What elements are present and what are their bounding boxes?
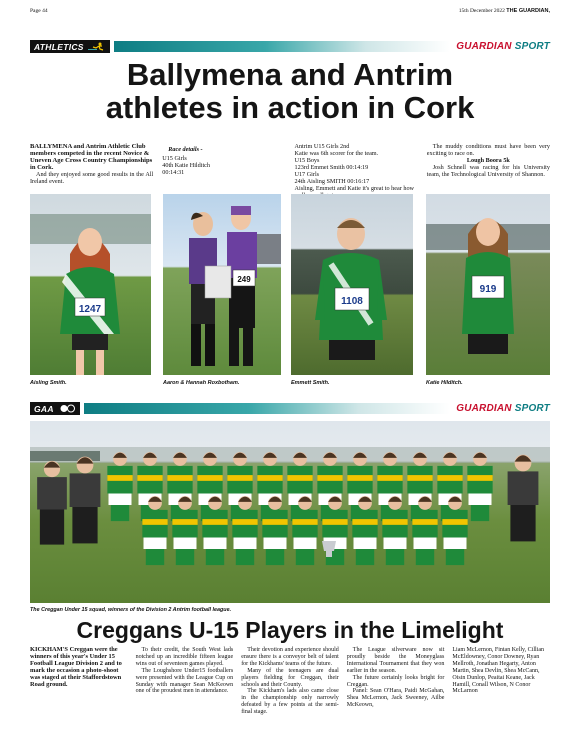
section-divider: [114, 41, 450, 52]
team-photo-caption: The Creggan Under 15 squad, winners of the Division 2 Antrim football league.: [30, 607, 232, 613]
creggan-team-photo: [30, 421, 550, 603]
photo-aisling-smith: [30, 194, 151, 375]
photo-emmett-smith: [291, 194, 413, 375]
article-lead: KICKHAM'S Creggan were the winners of this year's Under 15 Football League Division 2 and to mark the occasion a photo-shoot was staged at their Staffordstown Road ground.: [30, 646, 122, 688]
runner-icon: [88, 42, 106, 51]
article-paragraph: The future certainly looks bright for Creggan.: [346, 674, 445, 688]
article-paragraph: Josh Schnell was racing for his University team, the Technological University of Shannon.: [426, 164, 550, 178]
article-paragraph: The League silverware now sit proudly beside the Moneyglass International Tournament that they won earlier in the season.: [346, 647, 445, 674]
article-paragraph: Their devotion and experience should ensure there is a conveyor belt of talent for the Kickhams' teams of the future.: [241, 647, 339, 667]
article-paragraph: Many of the teenagers are dual players fielding for Creggan, their schools and their County.: [241, 667, 339, 688]
athletics-headline: [20, 58, 560, 124]
article-paragraph: The muddy conditions must have been very exciting to race on.: [426, 143, 550, 157]
article-column-2: [162, 143, 285, 199]
article-paragraph: The Kickham's lads also came close in the championship only narrowly defeated by a few points at the semi-final stage.: [241, 688, 339, 716]
folio-dateline: [459, 8, 550, 14]
gaa-tag-label: GAA: [34, 403, 54, 414]
gaa-balls-icon: [58, 404, 76, 413]
athletics-tag-label: ATHLETICS: [34, 41, 84, 52]
headline-line-2: athletes in action in Cork: [105, 90, 475, 125]
race-bib: 919: [479, 284, 497, 295]
photo-emmett-smith-image: [291, 194, 413, 375]
race-detail-line: 24th Aisling SMITH 00:16:17: [294, 178, 370, 185]
photo-caption: Emmett Smith.: [291, 380, 330, 386]
folio: [30, 6, 550, 16]
photo-katie-hilditch: [426, 194, 550, 375]
article-column-1: [30, 143, 153, 199]
brand-guardian: GUARDIAN: [456, 403, 512, 414]
guardian-sport-logo: [456, 41, 550, 52]
article-column-1: [30, 647, 128, 731]
article-paragraph: Liam McLernon, Fintan Kelly, Cillian McEldowney, Conor Downey, Ryan Mellroth, Jonathan Hegarty, Anton Martin, Shea Devlin, Shea McCann, Oisin Dunlop, Peaitai Keane, Jack Hamill, Conall Wilson, N Conor McLarnon: [452, 647, 544, 695]
race-detail-line: 123rd Emmet Smith 00:14:19: [294, 164, 369, 171]
article-subhead: Lough Boora 5k: [466, 157, 510, 164]
brand-sport: SPORT: [514, 41, 550, 52]
gaa-tag: [30, 402, 80, 415]
creggan-team-photo-image: [30, 421, 550, 603]
coach-figure: [70, 457, 101, 544]
photo-aisling-smith-image: [30, 194, 151, 375]
race-details-heading: Race details -: [168, 146, 203, 153]
race-detail-line: U15 Girls: [162, 155, 187, 162]
gaa-headline: Creggans U-15 Players in the Limelight: [76, 617, 504, 643]
photo-caption: Aaron & Hannah Roxbotham.: [163, 380, 240, 386]
article-paragraph: Aisling, Emmett and Katie it's great to hear how: [294, 185, 415, 192]
gaa-section-bar: [30, 402, 550, 415]
article-lead: BALLYMENA and Antrim Athletic Club members competed in the recent Novice & Uneven Age Cross Country Championships in Cork.: [30, 143, 153, 171]
coach-figure: [37, 461, 67, 545]
article-column-3: [241, 647, 339, 731]
race-detail-line: U15 Boys: [294, 157, 320, 164]
article-column-5: [452, 647, 550, 731]
race-detail-line: U17 Girls: [294, 171, 320, 178]
page-number: Page 44: [30, 8, 48, 14]
section-divider: [84, 403, 450, 414]
article-column-4: [427, 143, 550, 199]
article-column-3: [295, 143, 418, 199]
photo-roxbotham-image: [163, 194, 281, 375]
race-detail-line: Antrim U15 Girls 2nd: [294, 143, 350, 150]
race-detail-line: Katie was 6th scorer for the team.: [294, 150, 379, 157]
brand-guardian: GUARDIAN: [456, 41, 512, 52]
photo-caption: Aisling Smith.: [30, 380, 67, 386]
article-paragraph: Panel: Sean O'Hara, Paidi McGahan, Shea McLernon, Jack Sweeney, Ailbe McKeown,: [346, 688, 445, 709]
headline-line-1: Ballymena and Antrim: [126, 57, 454, 92]
coach-figure: [508, 455, 539, 542]
race-detail-line: 40th Katie Hilditch: [162, 162, 211, 169]
folio-paper: THE GUARDIAN,: [506, 8, 550, 14]
athletics-tag: [30, 40, 110, 53]
article-paragraph: And they enjoyed some good results in the All Ireland event.: [30, 171, 154, 185]
athletics-article: [30, 143, 550, 192]
article-column-2: [136, 647, 234, 731]
folio-date: 15th December 2022: [458, 8, 505, 14]
article-paragraph: To their credit, the South West lads notched up an incredible fifteen league wins out of seventeen games played.: [135, 647, 234, 667]
brand-sport: SPORT: [514, 403, 550, 414]
article-paragraph: The Loughshore Under15 footballers were presented with the League Cup on Sunday with manager Sean McKeown one of the proudest men in attendance.: [135, 667, 234, 695]
photo-aaron-hannah-roxbotham: [163, 194, 281, 375]
race-detail-line: 00:14:31: [162, 169, 185, 176]
article-column-4: [347, 647, 445, 731]
photo-caption: Katie Hilditch.: [426, 380, 463, 386]
race-bib: 249: [237, 275, 251, 284]
athletics-section-bar: [30, 40, 550, 53]
gaa-article: [30, 647, 550, 731]
race-bib: 1247: [78, 304, 102, 315]
photo-katie-hilditch-image: [426, 194, 550, 375]
race-bib: 1108: [341, 296, 363, 307]
guardian-sport-logo: [456, 403, 550, 414]
